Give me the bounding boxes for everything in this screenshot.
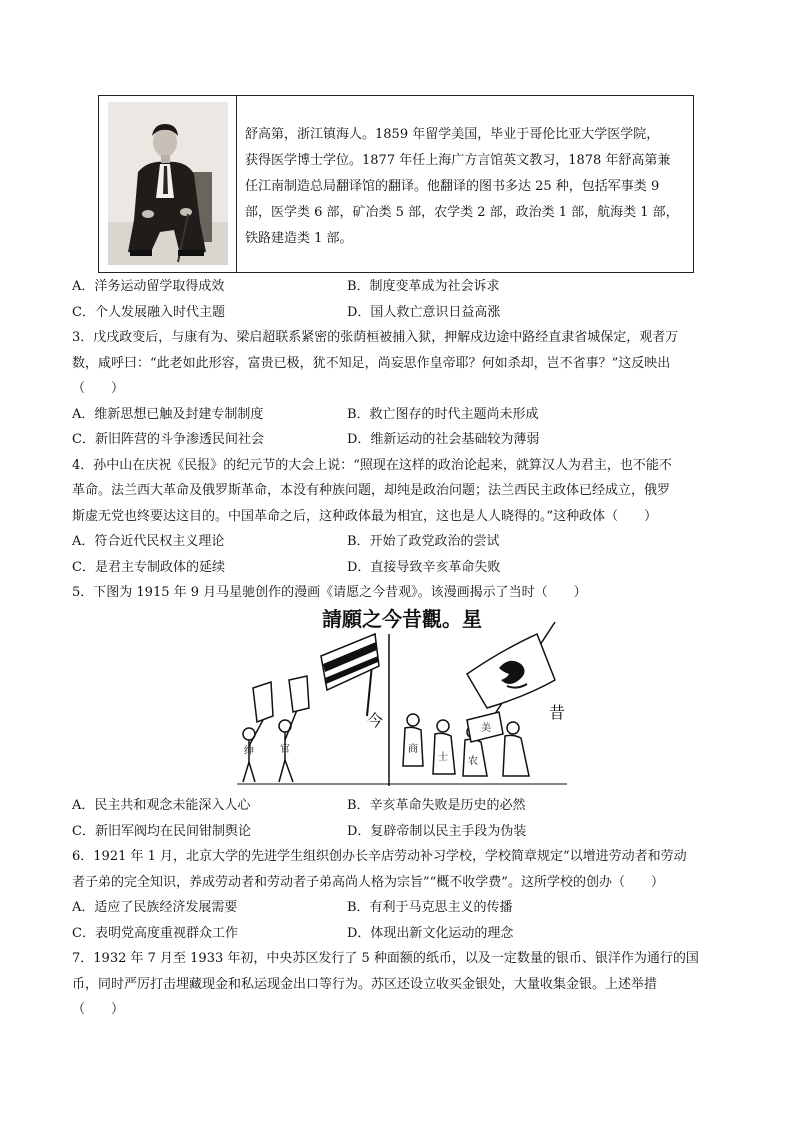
q2-option-a[interactable]: A．洋务运动留学取得成效 xyxy=(72,279,225,294)
q2-option-d[interactable]: D．国人救亡意识日益高涨 xyxy=(347,305,501,320)
cartoon-label-now: 今 xyxy=(366,711,384,730)
q4-option-d[interactable]: D．直接导致辛亥革命失败 xyxy=(347,560,501,575)
biography-text xyxy=(245,122,685,252)
q2-option-c[interactable]: C．个人发展融入时代主题 xyxy=(72,305,225,320)
bio-line: 铁路建造类 1 部。 xyxy=(245,231,353,246)
bio-line: 任江南制造总局翻译馆的翻译。他翻译的图书多达 25 种，包括军事类 9 xyxy=(245,179,660,194)
q3-stem-line-1: 3．戊戌政变后，与康有为、梁启超联系紧密的张荫桓被捕入狱，押解戍边途中路经直隶省城保定，观者万 xyxy=(72,330,679,345)
q5-option-b[interactable]: B．辛亥革命失败是历史的必然 xyxy=(347,798,526,813)
q6-option-c[interactable]: C．表明党高度重视群众工作 xyxy=(72,926,238,941)
q2-option-b[interactable]: B．制度变革成为社会诉求 xyxy=(347,279,500,294)
q3-option-a[interactable]: A．维新思想已触及封建专制制度 xyxy=(72,407,264,422)
q6-option-d[interactable]: D．体现出新文化运动的理念 xyxy=(347,926,514,941)
bio-line: 获得医学博士学位。1877 年任上海广方言馆英文教习，1878 年舒高第兼 xyxy=(245,153,671,168)
q3-option-d[interactable]: D．维新运动的社会基础较为薄弱 xyxy=(347,432,540,447)
q3-option-c[interactable]: C．新旧阵营的斗争渗透民间社会 xyxy=(72,432,264,447)
q3-stem-line-2: 数，咸呼曰：“此老如此形容，富贵已极，犹不知足，尚妄思作皇帝耶？何如杀却，岂不省事？”这反映出 xyxy=(72,356,671,371)
box-divider xyxy=(236,96,237,272)
q5-option-c[interactable]: C．新旧军阀均在民间钳制舆论 xyxy=(72,824,251,839)
q3-stem-line-3: （ ） xyxy=(72,381,125,396)
biography-box xyxy=(98,95,694,273)
bio-line: 部，医学类 6 部，矿冶类 5 部，农学类 2 部，政治类 1 部，航海类 1 部， xyxy=(245,205,679,220)
bio-line: 舒高第，浙江镇海人。1859 年留学美国，毕业于哥伦比亚大学医学院， xyxy=(245,127,660,142)
q4-stem-line-2: 革命。法兰西大革命及俄罗斯革命，本没有种族问题，却纯是政治问题；法兰西民主政体已经成立，俄罗 xyxy=(72,483,671,498)
cartoon-sign-label: 绅 xyxy=(244,746,254,757)
q6-option-b[interactable]: B．有利于马克思主义的传播 xyxy=(347,900,513,915)
q6-option-a[interactable]: A．适应了民族经济发展需要 xyxy=(72,900,238,915)
q4-stem-line-1: 4．孙中山在庆祝《民报》的纪元节的大会上说：“照现在这样的政治论起来，就算汉人为君主，也不能不 xyxy=(72,458,672,473)
q5-option-a[interactable]: A．民主共和观念未能深入人心 xyxy=(72,798,251,813)
q3-option-b[interactable]: B．救亡图存的时代主题尚未形成 xyxy=(347,407,539,422)
q4-option-b[interactable]: B．开始了政党政治的尝试 xyxy=(347,534,500,549)
cartoon-sign-label: 农 xyxy=(468,756,478,767)
q6-stem-line-1: 6．1921 年 1 月，北京大学的先进学生组织创办长辛店劳动补习学校，学校简章规定“以增进劳动者和劳动 xyxy=(72,849,687,864)
cartoon-sign-label: 士 xyxy=(438,752,448,763)
q4-option-a[interactable]: A．符合近代民权主义理论 xyxy=(72,534,225,549)
cartoon-image xyxy=(237,604,567,790)
q4-stem-line-3: 斯虚无党也终要达这目的。中国革命之后，这种政体最为相宜，这也是人人晓得的。”这种政体（ ） xyxy=(72,509,658,524)
cartoon-title: 請願之今昔觀。星 xyxy=(322,607,482,631)
q5-stem-line-1: 5．下图为 1915 年 9 月马星驰创作的漫画《请愿之今昔观》。该漫画揭示了当时（ ） xyxy=(72,585,587,600)
cartoon-sign-label: 官 xyxy=(280,744,290,755)
q7-stem-line-3: （ ） xyxy=(72,1002,125,1017)
q5-option-d[interactable]: D．复辟帝制以民主手段为伪装 xyxy=(347,824,527,839)
cartoon-sign-label: 商 xyxy=(408,744,418,755)
q6-stem-line-2: 者子弟的完全知识，养成劳动者和劳动者子弟高尚人格为宗旨”“概不收学费”。这所学校的创办（ ） xyxy=(72,875,664,890)
q4-option-c[interactable]: C．是君主专制政体的延续 xyxy=(72,560,225,575)
q7-stem-line-1: 7．1932 年 7 月至 1933 年初，中央苏区发行了 5 种面额的纸币，以及一定数量的银币、银洋作为通行的国 xyxy=(72,951,699,966)
q7-stem-line-2: 币，同时严厉打击埋藏现金和私运现金出口等行为。苏区还设立收买金银处，大量收集金银。上述举措 xyxy=(72,977,658,992)
cartoon-sign-label: 美 xyxy=(481,723,491,734)
cartoon-label-past: 昔 xyxy=(548,703,566,722)
portrait-photo xyxy=(108,102,228,265)
